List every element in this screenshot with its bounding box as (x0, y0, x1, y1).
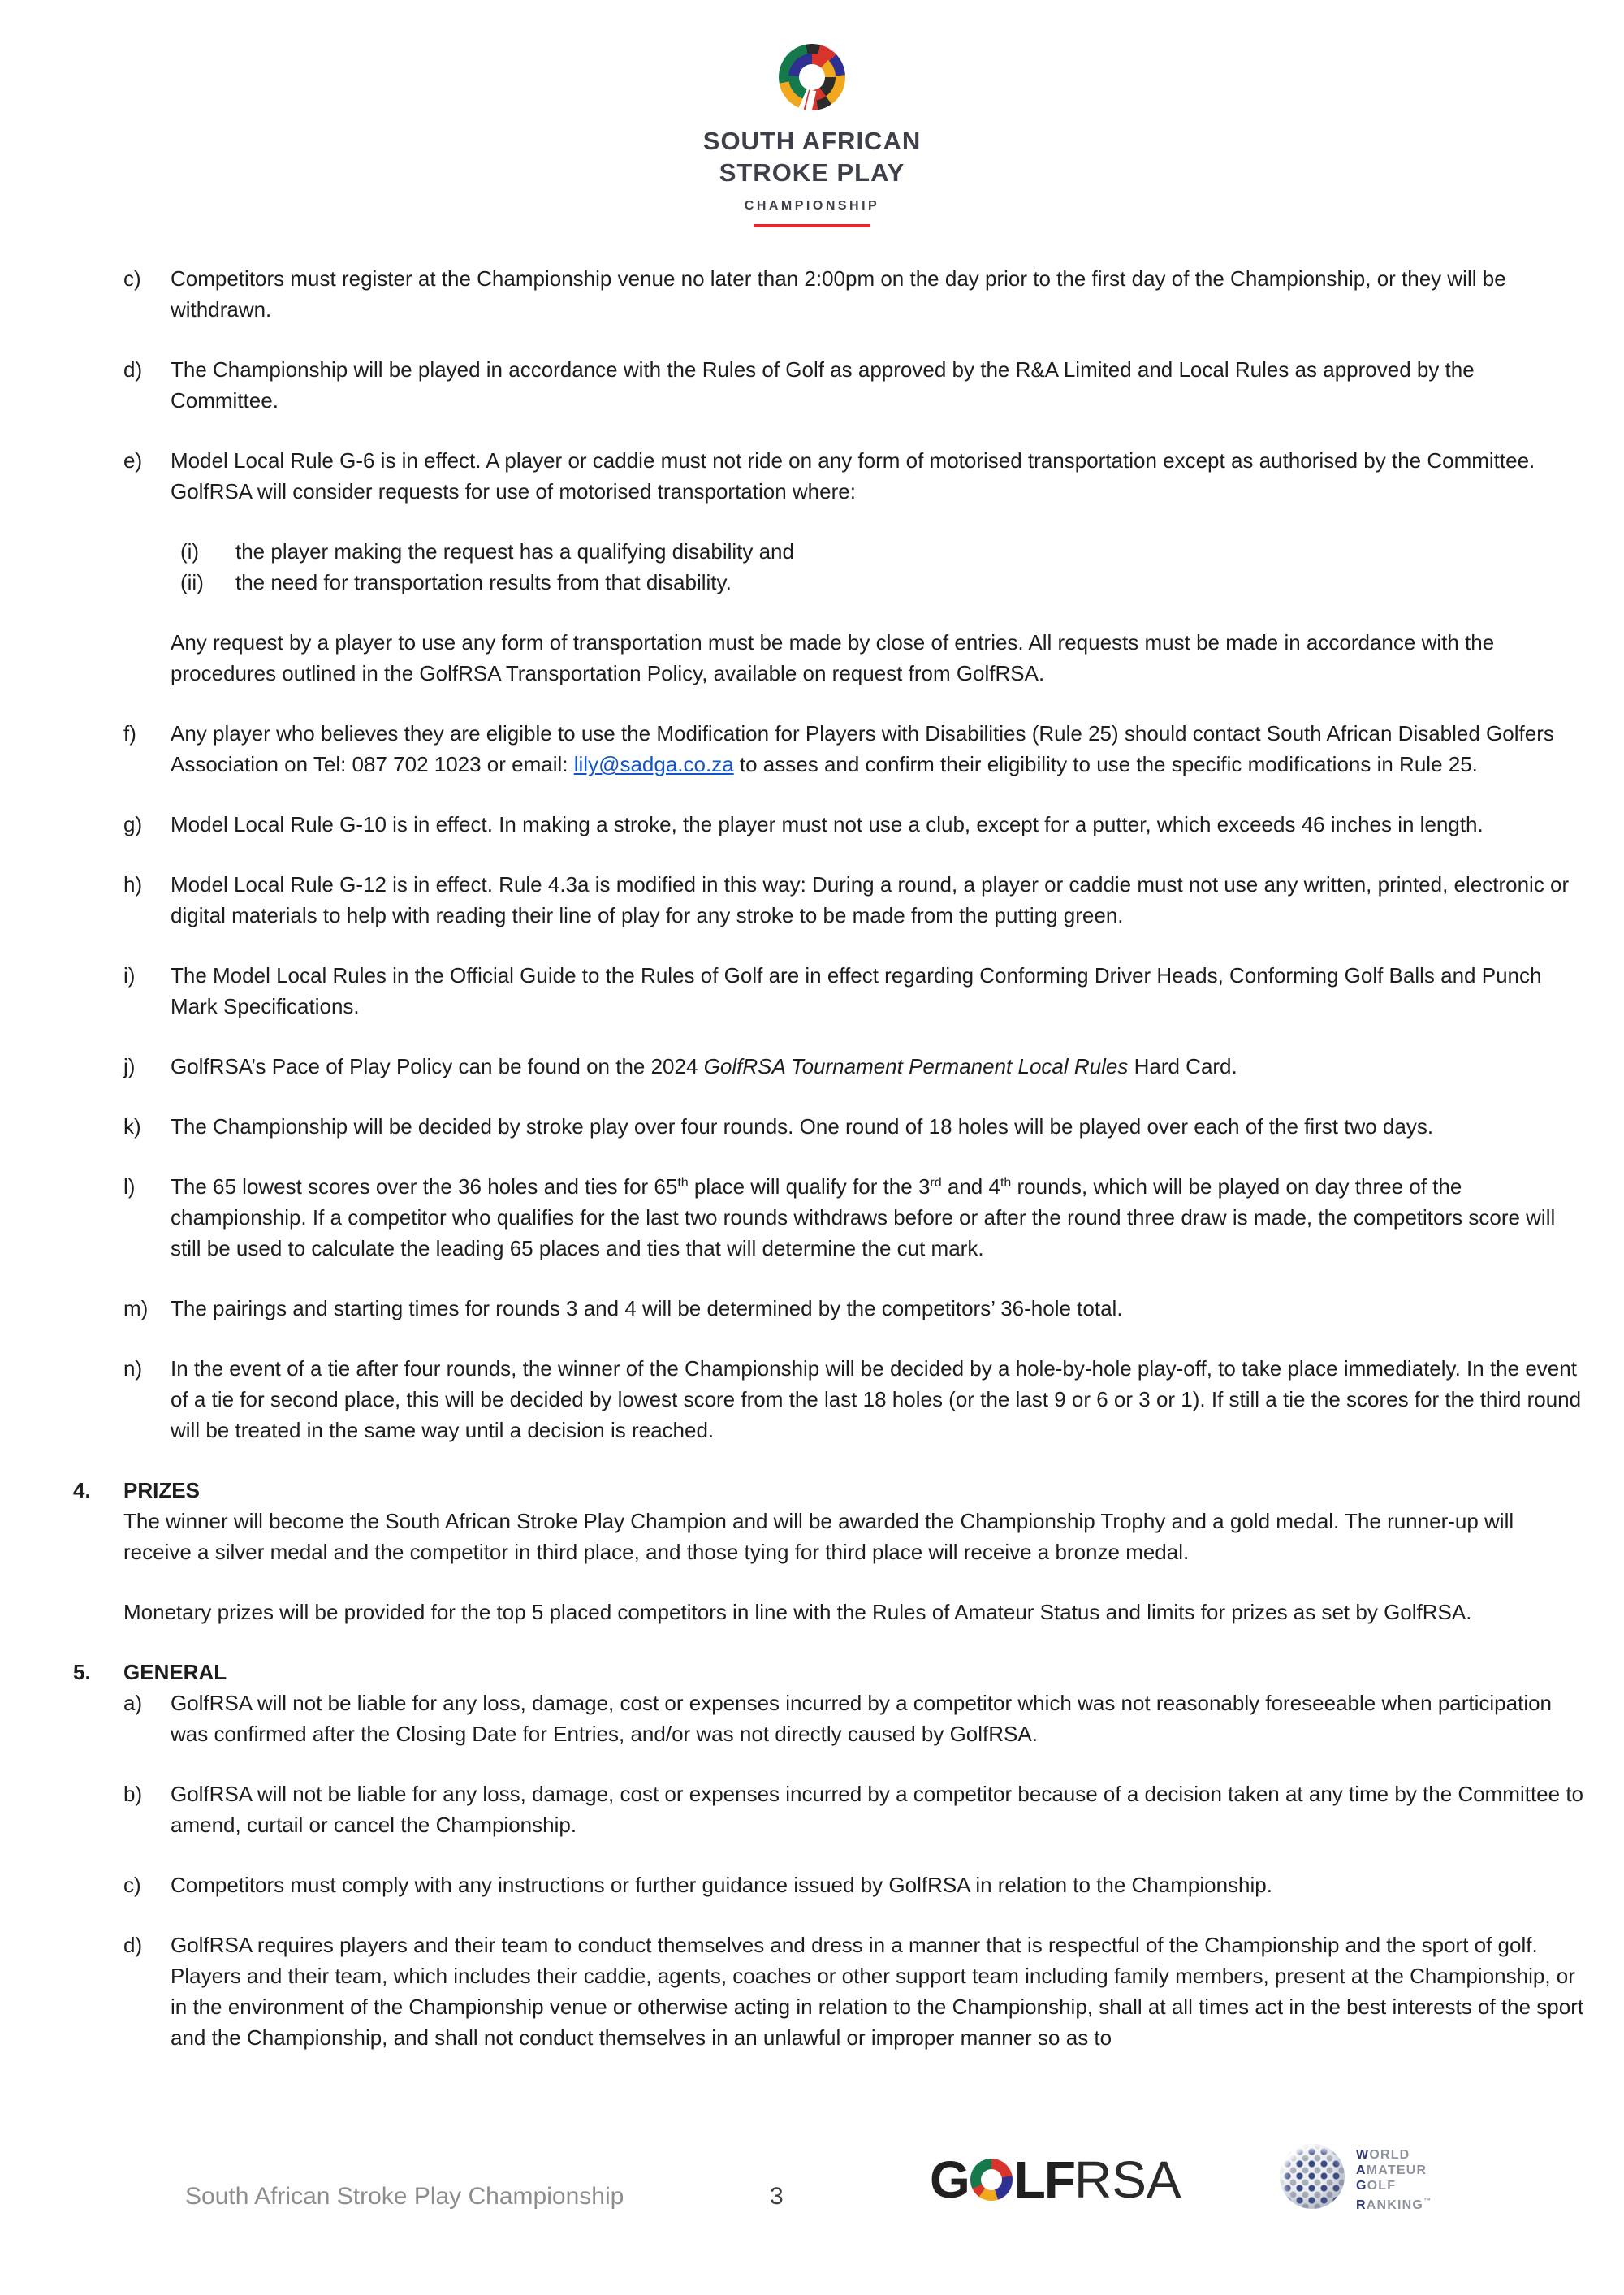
golfrsa-logo-text-g: G (930, 2150, 969, 2209)
list-item-label: i) (123, 963, 136, 988)
logo-underline (754, 224, 870, 227)
list-item-text: Competitors must register at the Championship venue no later than 2:00pm on the day prior to the first day of the Championship, or they will be withdrawn. (171, 266, 1506, 322)
list-item-text: The Model Local Rules in the Official Guide to the Rules of Golf are in effect regarding Conforming Driver Heads, Conforming Golf Balls and Punch Mark Specifications. (171, 963, 1542, 1018)
ring-hole (799, 64, 825, 90)
wagr-initial: R (1356, 2198, 1367, 2212)
superscript: rd (930, 1176, 942, 1190)
list-item-text: GolfRSA will not be liable for any loss, damage, cost or expenses incurred by a competitor because of a decision taken at any time by the Committee to amend, curtail or cancel the Championship. (171, 1782, 1584, 1837)
section-number: 5. (73, 1660, 91, 1684)
list-item-text (171, 1171, 1587, 1264)
list-item-label: d) (123, 357, 143, 382)
list-item-label: d) (123, 1933, 143, 1957)
wagr-initial: G (1356, 2179, 1367, 2193)
list-item-label: g) (123, 812, 143, 836)
section-heading-general (0, 1657, 1624, 1688)
sub-list-item-label: (i) (180, 539, 200, 564)
list-item-label: h) (123, 872, 143, 897)
text-segment: GolfRSA’s Pace of Play Policy can be found on the 2024 (171, 1054, 704, 1078)
golfrsa-logo (930, 2150, 1181, 2209)
wagr-line-ranking (1356, 2193, 1431, 2213)
text-segment: The 65 lowest scores over the 36 holes and ties for 65 (171, 1174, 678, 1199)
general-list (0, 1688, 1624, 2053)
list-item-label: m) (123, 1296, 149, 1320)
wagr-initial: W (1356, 2148, 1370, 2162)
prizes-paragraph-2: Monetary prizes will be provided for the top 5 placed competitors in line with the Rules of Amateur Status and limits for prizes as set by GolfRSA. (123, 1600, 1472, 1624)
list-item-n (0, 1353, 1624, 1446)
list-item-text: Model Local Rule G-10 is in effect. In making a stroke, the player must not use a club, except for a putter, which exceeds 46 inches in length. (171, 812, 1484, 836)
list-item-label: b) (123, 1782, 143, 1806)
list-item-general-b (0, 1779, 1624, 1840)
logo-title-line2: STROKE PLAY (719, 158, 905, 187)
wagr-rest: ORLD (1369, 2148, 1410, 2162)
list-item-text: The pairings and starting times for rounds 3 and 4 will be determined by the competitors’ 36-hole total. (171, 1296, 1123, 1320)
golfrsa-logo-text-rsa: RSA (1073, 2150, 1181, 2209)
section-title: PRIZES (123, 1478, 200, 1502)
text-segment: to asses and confirm their eligibility to use the specific modifications in Rule 25. (733, 752, 1478, 776)
text-segment: Any player who believes they are eligible to use the Modification for Players with Disabilities (Rule 25) should contact South African Disabled Golfers Association on Tel: 087 702 1023 or email: (171, 721, 1554, 776)
logo-subtitle: CHAMPIONSHIP (744, 199, 880, 213)
wagr-logo-text (1356, 2144, 1431, 2213)
prizes-paragraph-1: The winner will become the South African Stroke Play Champion and will be awarded the Championship Trophy and a gold medal. The runner-up will receive a silver medal and the competitor in third place, and those tying for third place will receive a bronze medal. (123, 1509, 1514, 1564)
list-item-c (0, 263, 1624, 325)
list-item-label: k) (123, 1114, 141, 1139)
wagr-rest: OLF (1367, 2179, 1397, 2193)
list-item-label: j) (123, 1054, 136, 1078)
transport-note-paragraph: Any request by a player to use any form of transportation must be made by close of entries. All requests must be made in accordance with the procedures outlined in the GolfRSA Transportation Policy, available on request from GolfRSA. (171, 630, 1495, 685)
list-item-text: GolfRSA will not be liable for any loss, damage, cost or expenses incurred by a competitor which was not reasonably foreseeable when participation was confirmed after the Closing Date for Entries, and/or was not directly caused by GolfRSA. (171, 1691, 1553, 1746)
list-item-text: Model Local Rule G-12 is in effect. Rule 4.3a is modified in this way: During a round, a player or caddie must not use any written, printed, electronic or digital materials to help with reading their line of play for any stroke to be made from the putting green. (171, 872, 1570, 927)
list-item-label: f) (123, 721, 136, 746)
list-item-label: c) (123, 266, 141, 291)
wagr-line-amateur (1356, 2163, 1431, 2178)
wagr-line-golf (1356, 2178, 1431, 2193)
list-item-label: l) (123, 1174, 136, 1199)
list-item-m (0, 1293, 1624, 1324)
sub-list-item-text: the need for transportation results from that disability. (235, 570, 732, 594)
wagr-line-world (1356, 2147, 1431, 2163)
sub-list-item-i (0, 536, 1624, 567)
list-item-label: n) (123, 1356, 143, 1381)
championship-ring-icon (779, 44, 845, 110)
list-item-text: GolfRSA requires players and their team to conduct themselves and dress in a manner that is respectful of the Championship and the sport of golf. Players and their team, which includes their caddie, agents, coaches or other support team including family members, present at the Championship, or in the environment of the Championship venue or otherwise acting in relation to the Championship, shall at all times act in the best interests of the sport and the Championship, and shall not conduct themselves in an unlawful or improper manner so as to (171, 1933, 1584, 2050)
footer-doc-title: South African Stroke Play Championship (185, 2183, 624, 2210)
section-heading-prizes (0, 1475, 1624, 1506)
list-item-h (0, 869, 1624, 931)
golf-ball-icon (1280, 2144, 1345, 2209)
list-item-k (0, 1111, 1624, 1142)
rules-list (0, 263, 1624, 2053)
page-number: 3 (770, 2183, 784, 2210)
list-item-general-c (0, 1869, 1624, 1900)
text-segment: place will qualify for the 3 (688, 1174, 931, 1199)
list-item-text: In the event of a tie after four rounds, the winner of the Championship will be decided by a hole-by-hole play-off, to take place immediately. In the event of a tie for second place, this will be decided by lowest score from the last 18 holes (or the last 9 or 6 or 3 or 1). If still a tie the scores for the third round will be treated in the same way until a decision is reached. (171, 1356, 1582, 1442)
sub-list-item-text: the player making the request has a qualifying disability and (235, 539, 794, 564)
wagr-rest: MATEUR (1366, 2163, 1427, 2177)
wagr-logo (1280, 2144, 1431, 2213)
trademark-symbol: ™ (1423, 2197, 1432, 2205)
superscript: th (1000, 1176, 1012, 1190)
list-item-g (0, 809, 1624, 840)
list-item-f (0, 718, 1624, 780)
text-segment: rounds, which will be played on day three of the championship. If a competitor who qualifies for the last two rounds withdraws before or after the round three draw is made, the competitors score will still be used to calculate the leading 65 places and ties that will determine the cut mark. (171, 1174, 1556, 1260)
list-item-text (171, 1051, 1587, 1082)
sub-list-item-label: (ii) (180, 570, 204, 594)
list-item-text: Competitors must comply with any instructions or further guidance issued by GolfRSA in relation to the Championship. (171, 1873, 1272, 1897)
list-item-text: Model Local Rule G-6 is in effect. A player or caddie must not ride on any form of motorised transportation except as authorised by the Committee. GolfRSA will consider requests for use of motorised transportation where: (171, 448, 1535, 504)
list-item-text: The Championship will be played in accordance with the Rules of Golf as approved by the R&A Limited and Local Rules as approved by the Committee. (171, 357, 1475, 413)
sub-list-item-ii (0, 567, 1624, 598)
list-item-label: c) (123, 1873, 141, 1897)
section-title: GENERAL (123, 1660, 227, 1684)
list-item-label: e) (123, 448, 143, 473)
wagr-rest: ANKING (1366, 2198, 1424, 2212)
list-item-general-a (0, 1688, 1624, 1749)
italic-text-segment: GolfRSA Tournament Permanent Local Rules (703, 1054, 1129, 1078)
golfrsa-logo-text-lf: LF (1013, 2150, 1074, 2209)
wagr-initial: A (1356, 2163, 1367, 2177)
list-item-l (0, 1171, 1624, 1264)
list-item-text: The Championship will be decided by stroke play over four rounds. One round of 18 holes will be played over each of the first two days. (171, 1114, 1434, 1139)
text-segment: Hard Card. (1128, 1054, 1237, 1078)
section-number: 4. (73, 1478, 91, 1502)
superscript: th (677, 1176, 689, 1190)
golfrsa-ring-icon (970, 2159, 1013, 2201)
championship-logo (0, 0, 1624, 227)
list-item-d (0, 354, 1624, 416)
list-item-j (0, 1051, 1624, 1082)
email-link[interactable]: lily@sadga.co.za (573, 752, 734, 776)
text-segment: and 4 (941, 1174, 1000, 1199)
list-item-e (0, 445, 1624, 507)
list-item-i (0, 960, 1624, 1022)
list-item-text (171, 718, 1587, 780)
logo-title-line1: SOUTH AFRICAN (702, 127, 922, 155)
sub-list (0, 536, 1624, 598)
list-item-general-d (0, 1930, 1624, 2053)
list-item-label: a) (123, 1691, 143, 1715)
